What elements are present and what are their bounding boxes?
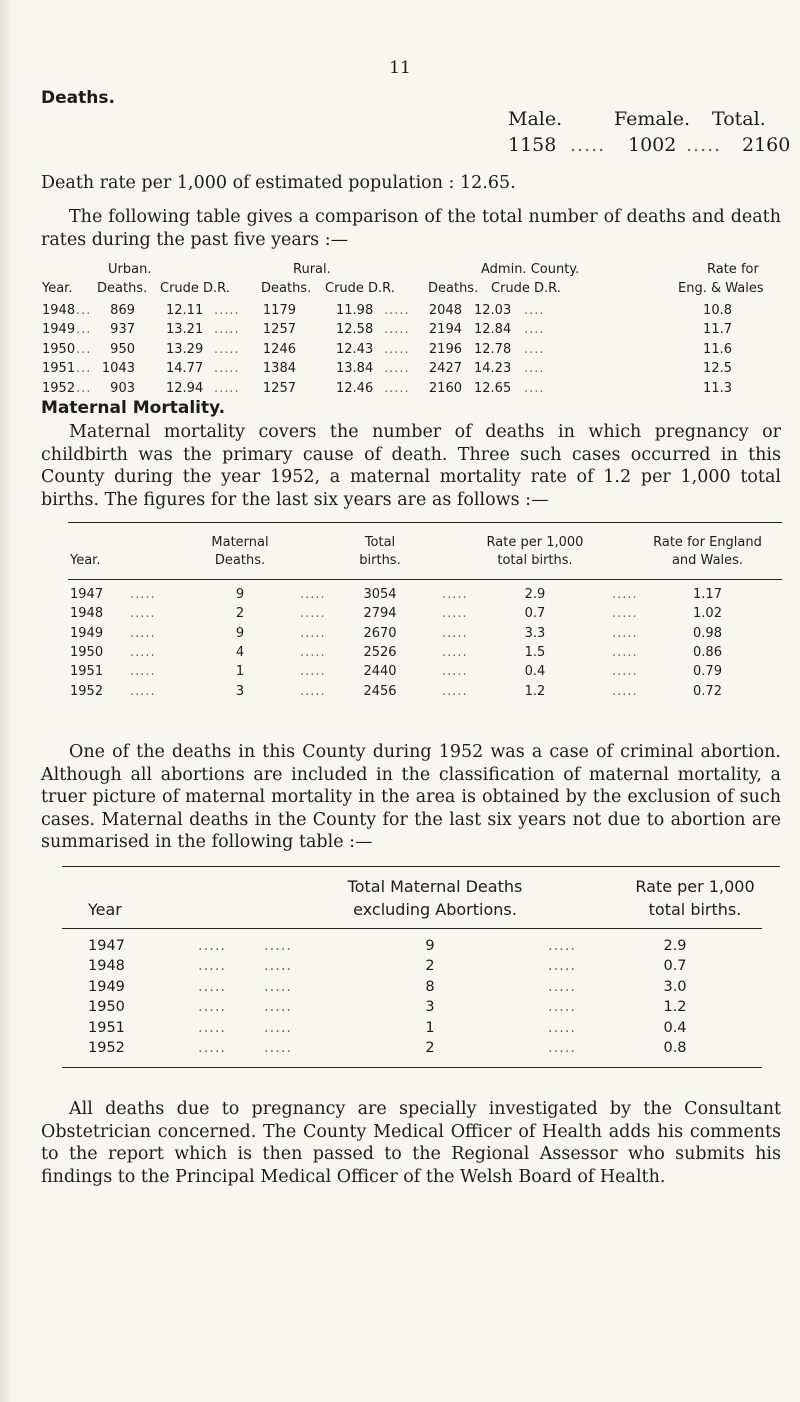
abortion-text: One of the deaths in this County during 1952 was a case of criminal abortion. Although all abortions are included in the classification of maternal mortality, a truer picture of maternal mortality in the area is obtained by the exclusion of such cases. Maternal deaths in the County for the last six years not due to abortion are summarised in the following table :— bbox=[41, 742, 781, 852]
dot-leader: ..... bbox=[548, 999, 577, 1016]
cell-rural-deaths: 1257 bbox=[262, 322, 296, 338]
dot-leader: ..... bbox=[442, 606, 468, 622]
cell-deaths-excl: 9 bbox=[425, 938, 435, 954]
dot-leader: ..... bbox=[214, 361, 240, 377]
dot-leader: ..... bbox=[442, 587, 468, 602]
cell-total-births: 2440 bbox=[363, 664, 397, 680]
cell-eng-rate: 0.72 bbox=[693, 683, 722, 699]
t1-header-eng-2: and Wales. bbox=[671, 553, 744, 568]
dot-leader: ..... bbox=[384, 303, 410, 318]
table-header-rule bbox=[68, 579, 782, 580]
dot-leader: .... bbox=[524, 361, 545, 377]
cell-eng-rate: 0.86 bbox=[693, 644, 722, 660]
cell-eng-wales: 12.5 bbox=[703, 361, 732, 377]
t1-header-rate-2: total births. bbox=[497, 553, 573, 568]
row-year: 1949 bbox=[42, 322, 76, 338]
dot-leader: ..... bbox=[300, 683, 326, 699]
cell-eng-rate: 0.98 bbox=[693, 625, 722, 641]
dot-leader: ..... bbox=[442, 644, 468, 660]
cell-urban-deaths: 1043 bbox=[101, 361, 135, 377]
cell-urban-dr: 12.94 bbox=[166, 380, 204, 396]
dot-leader: .... bbox=[524, 322, 545, 338]
female-count: 1002 bbox=[628, 134, 677, 156]
cell-deaths-excl: 3 bbox=[425, 999, 435, 1016]
dot-leader: ... bbox=[76, 380, 92, 396]
dot-leader: ..... bbox=[442, 664, 468, 680]
cell-county-dr: 12.84 bbox=[474, 322, 512, 338]
maternal-intro-paragraph bbox=[41, 421, 781, 511]
t2-header-year: Year bbox=[88, 900, 122, 919]
row-year: 1951 bbox=[88, 1019, 125, 1036]
t1-header-births-1: Total bbox=[364, 535, 396, 550]
dot-leader: ..... bbox=[384, 322, 410, 338]
total-count: 2160 bbox=[742, 134, 791, 156]
cell-eng-rate: 1.02 bbox=[693, 606, 722, 622]
dot-leader: ..... bbox=[130, 606, 156, 622]
cell-county-deaths: 2196 bbox=[428, 341, 462, 357]
dot-leader: ..... bbox=[548, 1019, 577, 1036]
cell-rural-deaths: 1246 bbox=[262, 341, 296, 357]
t1-header-rate-1: Rate per 1,000 bbox=[486, 535, 584, 550]
cell-eng-rate: 0.79 bbox=[693, 664, 722, 680]
dot-leader: ..... bbox=[612, 683, 638, 699]
cell-maternal-deaths: 1 bbox=[235, 664, 245, 680]
t2-header-rate-2: total births. bbox=[648, 900, 742, 919]
cell-urban-dr: 14.77 bbox=[166, 361, 204, 377]
dot-leader: ... bbox=[76, 303, 92, 318]
cell-county-deaths: 2427 bbox=[428, 361, 462, 377]
cell-eng-rate: 1.17 bbox=[693, 587, 722, 602]
investigation-text: All deaths due to pregnancy are specially investigated by the Consultant Obstetrician concerned. The County Medical Officer of Health adds his comments to the report which is then passed to the Regional Assessor who submits his findings to the Principal Medical Officer of the Welsh Board of Health. bbox=[41, 1099, 781, 1187]
cell-eng-wales: 11.6 bbox=[703, 341, 732, 357]
dot-leader: .... bbox=[524, 380, 545, 396]
cell-rural-dr: 12.43 bbox=[336, 341, 374, 357]
cell-deaths-excl: 1 bbox=[425, 1019, 435, 1036]
row-year: 1952 bbox=[70, 683, 104, 699]
cell-maternal-deaths: 9 bbox=[235, 625, 245, 641]
cell-maternal-deaths: 9 bbox=[235, 587, 245, 602]
cell-eng-wales: 11.3 bbox=[703, 380, 732, 396]
dot-leader: ..... bbox=[384, 341, 410, 357]
dot-leader: ..... bbox=[198, 978, 227, 995]
cell-rural-dr: 13.84 bbox=[336, 361, 374, 377]
cell-maternal-deaths: 3 bbox=[235, 683, 245, 699]
dot-leader: ..... bbox=[300, 587, 326, 602]
dot-leader: ..... bbox=[130, 683, 156, 699]
investigation-paragraph bbox=[41, 1098, 781, 1188]
table2-bottom-rule bbox=[62, 1067, 762, 1068]
t1-header-year: Year. bbox=[70, 553, 101, 568]
dot-leader: ..... bbox=[130, 625, 156, 641]
dot-leader: ..... bbox=[264, 978, 293, 995]
col-header-urban-dr: Crude D.R. bbox=[160, 281, 230, 296]
col-header-county-dr: Crude D.R. bbox=[491, 281, 561, 296]
cell-total-births: 2670 bbox=[363, 625, 397, 641]
cell-rate: 2.9 bbox=[524, 587, 546, 602]
row-year: 1947 bbox=[88, 938, 125, 954]
dot-leader: ..... bbox=[300, 664, 326, 680]
male-count: 1158 bbox=[508, 134, 557, 156]
cell-rate: 0.4 bbox=[524, 664, 546, 680]
female-label: Female. bbox=[614, 108, 691, 130]
dot-leader: ..... bbox=[214, 322, 240, 338]
cell-rate: 1.2 bbox=[524, 683, 546, 699]
cell-urban-dr: 12.11 bbox=[166, 303, 204, 318]
cell-rural-deaths: 1179 bbox=[262, 303, 296, 318]
cell-rate: 0.7 bbox=[663, 958, 687, 975]
t1-header-maternal-1: Maternal bbox=[211, 535, 269, 550]
table-top-rule bbox=[68, 522, 782, 523]
cell-county-deaths: 2160 bbox=[428, 380, 462, 396]
t1-header-maternal-2: Deaths. bbox=[214, 553, 266, 568]
dot-leader: ..... bbox=[264, 1040, 293, 1056]
col-header-eng-wales: Eng. & Wales bbox=[678, 281, 764, 296]
cell-rural-deaths: 1384 bbox=[262, 361, 296, 377]
t2-header-total-2: excluding Abortions. bbox=[353, 900, 517, 919]
table2-header-rule bbox=[62, 928, 762, 929]
cell-rural-dr: 12.58 bbox=[336, 322, 374, 338]
cell-rate: 3.3 bbox=[524, 625, 546, 641]
cell-total-births: 2526 bbox=[363, 644, 397, 660]
group-header-urban: Urban. bbox=[108, 262, 152, 277]
dot-leader: ..... bbox=[214, 380, 240, 396]
total-label: Total. bbox=[712, 108, 766, 130]
cell-deaths-excl: 2 bbox=[425, 958, 435, 975]
dot-leader: ..... bbox=[300, 644, 326, 660]
cell-rural-dr: 12.46 bbox=[336, 380, 374, 396]
cell-eng-wales: 11.7 bbox=[703, 322, 732, 338]
col-header-urban-deaths: Deaths. bbox=[97, 281, 148, 296]
page-number: 11 bbox=[389, 58, 411, 78]
cell-rate: 0.7 bbox=[524, 606, 546, 622]
cell-rate: 1.5 bbox=[524, 644, 546, 660]
dot-leader: ..... bbox=[612, 587, 638, 602]
dot-leader: ..... bbox=[214, 341, 240, 357]
deaths-heading: Deaths. bbox=[41, 88, 115, 108]
death-rate-line: Death rate per 1,000 of estimated population : 12.65. bbox=[41, 173, 516, 193]
cell-maternal-deaths: 4 bbox=[235, 644, 245, 660]
dot-leader: .... bbox=[524, 341, 545, 357]
table2-top-rule bbox=[62, 866, 780, 867]
dot-leader: ..... bbox=[612, 606, 638, 622]
abortion-paragraph bbox=[41, 741, 781, 854]
col-header-year: Year. bbox=[42, 281, 73, 296]
row-year: 1947 bbox=[70, 587, 104, 602]
row-year: 1948 bbox=[42, 303, 76, 318]
dot-leader: ..... bbox=[300, 606, 326, 622]
dot-leader: ..... bbox=[384, 380, 410, 396]
cell-urban-deaths: 903 bbox=[110, 380, 135, 396]
dot-leader: ..... bbox=[548, 1040, 577, 1056]
cell-eng-wales: 10.8 bbox=[703, 303, 732, 318]
group-header-rate-for: Rate for bbox=[707, 262, 759, 277]
dot-leader: ..... bbox=[686, 134, 722, 156]
row-year: 1952 bbox=[88, 1040, 125, 1056]
row-year: 1949 bbox=[88, 978, 125, 995]
cell-rate: 0.4 bbox=[663, 1019, 687, 1036]
dot-leader: ..... bbox=[548, 978, 577, 995]
cell-county-dr: 14.23 bbox=[474, 361, 512, 377]
cell-county-dr: 12.03 bbox=[474, 303, 512, 318]
row-year: 1948 bbox=[70, 606, 104, 622]
cell-total-births: 2456 bbox=[363, 683, 397, 699]
row-year: 1950 bbox=[88, 999, 125, 1016]
row-year: 1951 bbox=[70, 664, 104, 680]
cell-county-dr: 12.65 bbox=[474, 380, 512, 396]
dot-leader: ..... bbox=[264, 1019, 293, 1036]
row-year: 1951 bbox=[42, 361, 76, 377]
dot-leader: ..... bbox=[548, 938, 577, 954]
cell-urban-deaths: 869 bbox=[110, 303, 135, 318]
cell-rate: 3.0 bbox=[663, 978, 687, 995]
dot-leader: ..... bbox=[548, 958, 577, 975]
cell-urban-deaths: 950 bbox=[110, 341, 135, 357]
dot-leader: ..... bbox=[198, 1019, 227, 1036]
maternal-heading: Maternal Mortality. bbox=[41, 398, 226, 418]
dot-leader: ..... bbox=[130, 644, 156, 660]
dot-leader: ..... bbox=[264, 958, 293, 975]
dot-leader: ..... bbox=[198, 999, 227, 1016]
cell-total-births: 3054 bbox=[363, 587, 397, 602]
t2-header-total-1: Total Maternal Deaths bbox=[347, 877, 523, 896]
dot-leader: ..... bbox=[130, 587, 156, 602]
cell-county-deaths: 2194 bbox=[428, 322, 462, 338]
deaths-intro-text: The following table gives a comparison of the total number of deaths and death rates during the past five years :— bbox=[41, 207, 781, 250]
page-edge-shadow bbox=[0, 0, 14, 1402]
group-header-rural: Rural. bbox=[293, 262, 331, 277]
dot-leader: ..... bbox=[130, 664, 156, 680]
cell-rate: 0.8 bbox=[663, 1040, 687, 1056]
dot-leader: ..... bbox=[264, 938, 293, 954]
dot-leader: ..... bbox=[198, 958, 227, 975]
dot-leader: ..... bbox=[198, 1040, 227, 1056]
cell-rural-dr: 11.98 bbox=[336, 303, 374, 318]
dot-leader: ..... bbox=[198, 938, 227, 954]
cell-rate: 2.9 bbox=[663, 938, 687, 954]
col-header-county-deaths: Deaths. bbox=[428, 281, 479, 296]
dot-leader: ..... bbox=[612, 664, 638, 680]
t2-header-rate-1: Rate per 1,000 bbox=[635, 877, 755, 896]
group-header-admin-county: Admin. County. bbox=[481, 262, 580, 277]
row-year: 1952 bbox=[42, 380, 76, 396]
dot-leader: ..... bbox=[570, 134, 606, 156]
cell-rural-deaths: 1257 bbox=[262, 380, 296, 396]
cell-county-deaths: 2048 bbox=[428, 303, 462, 318]
cell-urban-dr: 13.21 bbox=[166, 322, 204, 338]
row-year: 1950 bbox=[42, 341, 76, 357]
dot-leader: .... bbox=[524, 303, 545, 318]
cell-rate: 1.2 bbox=[663, 999, 687, 1016]
dot-leader: ..... bbox=[612, 625, 638, 641]
row-year: 1950 bbox=[70, 644, 104, 660]
cell-total-births: 2794 bbox=[363, 606, 397, 622]
t1-header-eng-1: Rate for England bbox=[653, 535, 762, 550]
deaths-intro-paragraph bbox=[41, 206, 781, 251]
col-header-rural-deaths: Deaths. bbox=[261, 281, 312, 296]
cell-deaths-excl: 2 bbox=[425, 1040, 435, 1056]
dot-leader: ..... bbox=[300, 625, 326, 641]
cell-urban-dr: 13.29 bbox=[166, 341, 204, 357]
dot-leader: ... bbox=[76, 341, 92, 357]
male-label: Male. bbox=[508, 108, 563, 130]
dot-leader: ..... bbox=[612, 644, 638, 660]
dot-leader: ..... bbox=[384, 361, 410, 377]
cell-deaths-excl: 8 bbox=[425, 978, 435, 995]
row-year: 1949 bbox=[70, 625, 104, 641]
dot-leader: ..... bbox=[442, 683, 468, 699]
cell-maternal-deaths: 2 bbox=[235, 606, 245, 622]
col-header-rural-dr: Crude D.R. bbox=[325, 281, 395, 296]
t1-header-births-2: births. bbox=[359, 553, 401, 568]
dot-leader: ... bbox=[76, 361, 92, 377]
dot-leader: ..... bbox=[442, 625, 468, 641]
dot-leader: ..... bbox=[214, 303, 240, 318]
row-year: 1948 bbox=[88, 958, 125, 975]
dot-leader: ..... bbox=[264, 999, 293, 1016]
dot-leader: ... bbox=[76, 322, 92, 338]
cell-county-dr: 12.78 bbox=[474, 341, 512, 357]
maternal-intro-text: Maternal mortality covers the number of deaths in which pregnancy or childbirth was the primary cause of death. Three such cases occurred in this County during the year 1952, a maternal mortality rate of 1.2 per 1,000 total births. The figures for the last six years are as follows :— bbox=[41, 422, 781, 510]
cell-urban-deaths: 937 bbox=[110, 322, 135, 338]
